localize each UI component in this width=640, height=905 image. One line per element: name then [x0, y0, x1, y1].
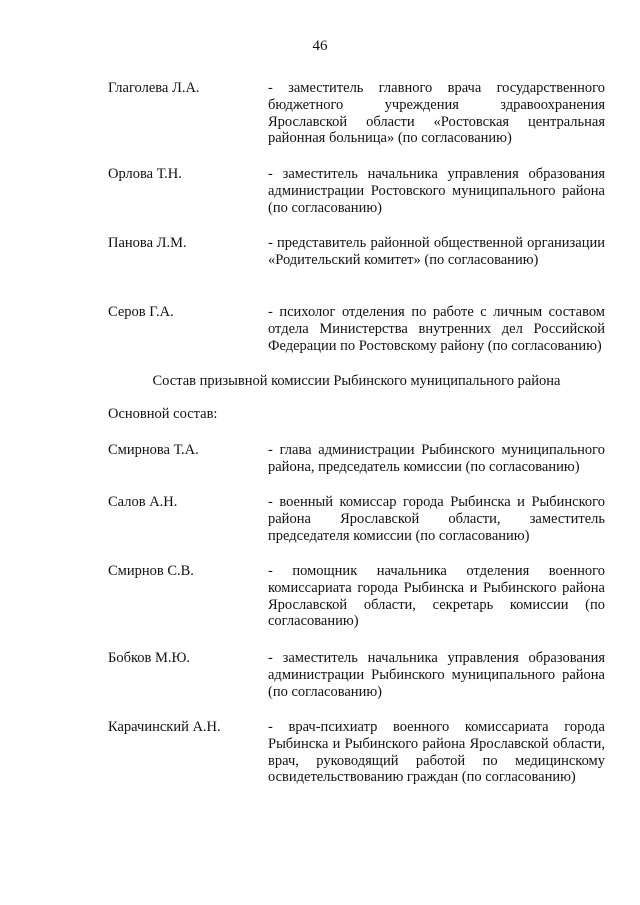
member-name: Салов А.Н. [108, 494, 178, 510]
member-role: - глава администрации Рыбинского муниципального района, председатель комиссии (по согласованию) [268, 442, 605, 475]
section-title: Состав призывной комиссии Рыбинского муниципального района [152, 373, 561, 389]
member-name: Серов Г.А. [108, 304, 174, 320]
member-name: Бобков М.Ю. [108, 650, 191, 666]
member-role: - заместитель главного врача государственного бюджетного учреждения здравоохранения Ярославской области «Ростовская центральная районная больница» (по согласованию) [268, 80, 605, 147]
page-number: 46 [312, 38, 328, 54]
member-role: - заместитель начальника управления образования администрации Ростовского муниципального района (по согласованию) [268, 166, 605, 216]
member-role: - представитель районной общественной организации «Родительский комитет» (по согласованию) [268, 235, 605, 268]
member-role: - врач-психиатр военного комиссариата города Рыбинска и Рыбинского района Ярославской области, врач, руководящий работой по медицинскому освидетельствованию граждан (по согласованию) [268, 719, 605, 786]
member-name: Панова Л.М. [108, 235, 187, 251]
member-role: - психолог отделения по работе с личным составом отдела Министерства внутренних дел Российской Федерации по Ростовскому району (по согласованию) [268, 304, 605, 354]
subsection-title: Основной состав: [108, 406, 218, 422]
member-name: Смирнова Т.А. [108, 442, 199, 458]
member-name: Карачинский А.Н. [108, 719, 221, 735]
member-name: Глаголева Л.А. [108, 80, 200, 96]
member-role: - заместитель начальника управления образования администрации Рыбинского муниципального района (по согласованию) [268, 650, 605, 700]
member-role: - помощник начальника отделения военного комиссариата города Рыбинска и Рыбинского района Ярославской области, секретарь комиссии (по согласованию) [268, 563, 605, 630]
member-role: - военный комиссар города Рыбинска и Рыбинского района Ярославской области, заместитель председателя комиссии (по согласованию) [268, 494, 605, 544]
member-name: Смирнов С.В. [108, 563, 194, 579]
member-name: Орлова Т.Н. [108, 166, 182, 182]
